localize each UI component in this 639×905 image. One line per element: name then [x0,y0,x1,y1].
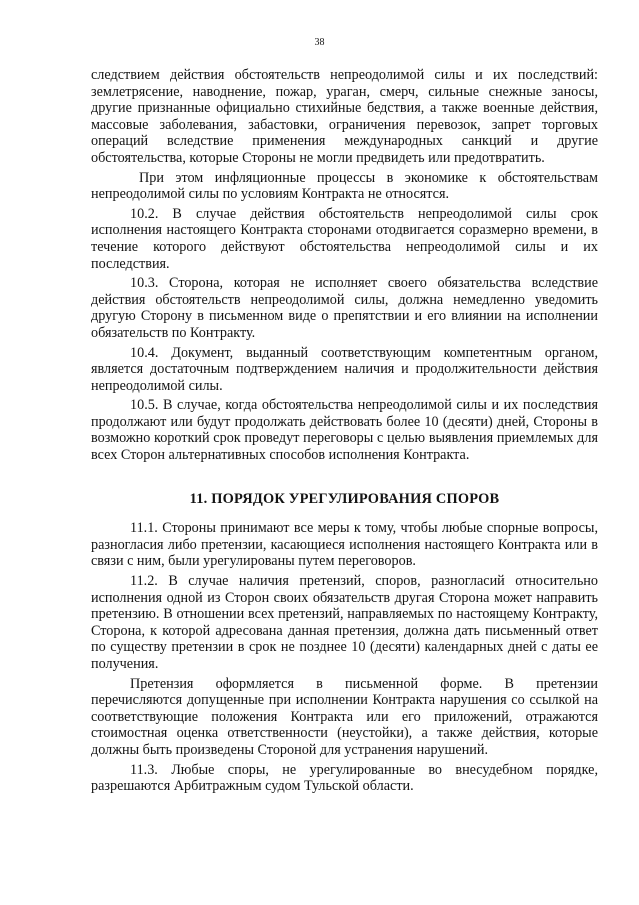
claim-rest: перечисляются допущенные при исполнении Контракта нарушения со ссылкой на соответствующие положения Контракта или его приложений, отражаются стоимостная оценка ответственности (неустойки), а также действия, которые должны быть произведены Стороной для устранения нарушений. [91,692,598,758]
section-title: 11. ПОРЯДОК УРЕГУЛИРОВАНИЯ СПОРОВ [189,490,500,507]
clause-11-1: 11.1. Стороны принимают все меры к тому, чтобы любые спорные вопросы, разногласия либо претензии, касающиеся исполнения настоящего Контракта или в связи с ним, были урегулированы путем переговоров. [91,520,598,570]
claim-first-line: Претензия оформляется в письменной форме. В претензии [130,675,598,692]
clause-11-3: 11.3. Любые споры, не урегулированные во внесудебном порядке, разрешаются Арбитражным судом Тульской области. [91,761,598,795]
inflation-paragraph: При этом инфляционные процессы в экономике к обстоятельствам непреодолимой силы по условиям Контракта не относятся. [91,169,598,203]
clause-11-2: 11.2. В случае наличия претензий, споров, разногласий относительно исполнения одной из Сторон своих обязательств другая Сторона может направить претензию. В отношении всех претензий, направляемых по настоящему Контракту, Сторона, к которой адресована данная претензия, должна дать письменный ответ по существу претензии в срок не позднее 10 (десяти) календарных дней с даты ее получения. [91,573,598,672]
clause-10-5: 10.5. В случае, когда обстоятельства непреодолимой силы и их последствия продолжают или будут продолжать действовать более 10 (десяти) дней, Стороны в возможно короткий срок проведут переговоры с целью выявления приемлемых для всех Сторон альтернативных способов исполнения Контракта. [91,397,598,464]
clause-10-2: 10.2. В случае действия обстоятельств непреодолимой силы срок исполнения настоящего Контракта сторонами отодвигается соразмерно времени, в течение которого действуют обстоятельства непреодолимой силы и их последствия. [91,205,598,272]
clause-10-4: 10.4. Документ, выданный соответствующим компетентным органом, является достаточным подтверждением наличия и продолжительности действия непреодолимой силы. [91,344,598,394]
force-majeure-list: следствием действия обстоятельств непреодолимой силы и их последствий: землетрясение, наводнение, пожар, ураган, смерч, сильные снежные заносы, другие признанные официально стихийные бедствия, а также военные действия, массовые заболевания, забастовки, ограничения перевозок, запрет торговых операций вследствие применения международных санкций и другие обстоятельства, которые Стороны не могли предвидеть или предотвратить. [91,67,598,166]
page-number: 38 [314,37,325,48]
claim-paragraph [91,676,598,759]
document-body [91,67,598,798]
clause-10-3: 10.3. Сторона, которая не исполняет своего обязательства вследствие действия обстоятельств непреодолимой силы, должна немедленно уведомить другую Сторону в письменном виде о препятствии и его влиянии на исполнении обязательств по Контракту. [91,275,598,341]
